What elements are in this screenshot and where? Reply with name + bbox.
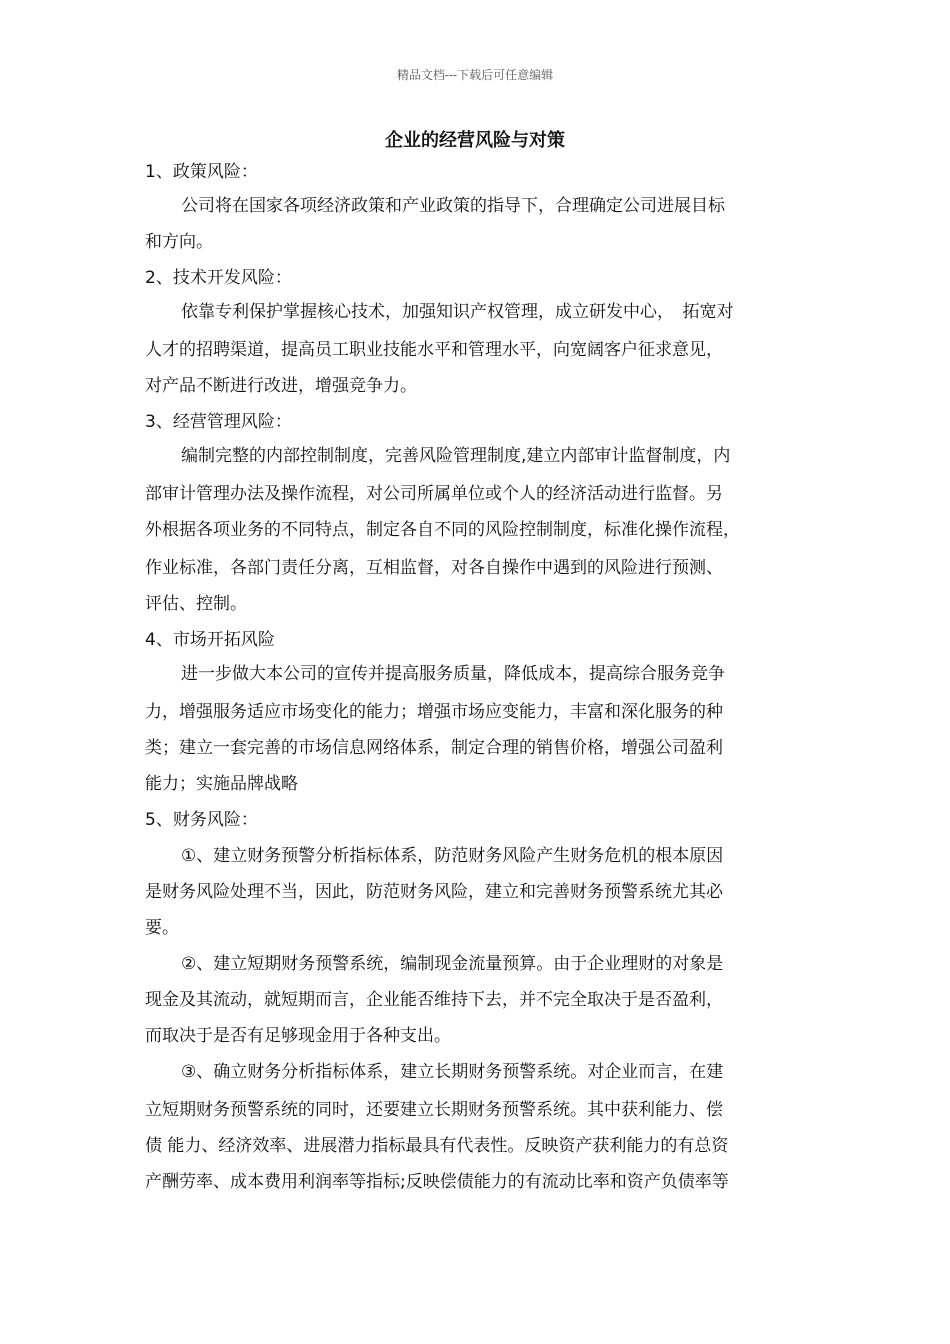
- section-heading-finance: 5、财务风险：: [145, 810, 258, 830]
- paragraph-line: 是财务风险处理不当，因此，防范财务风险，建立和完善财务预警系统尤其必: [145, 882, 723, 902]
- paragraph-line: 现金及其流动，就短期而言，企业能否维持下去，并不完全取决于是否盈利，: [145, 990, 723, 1010]
- paragraph-line: 债 能力、经济效率、进展潜力指标最具有代表性。反映资产获利能力的有总资: [145, 1136, 729, 1156]
- section-heading-management: 3、经营管理风险：: [145, 412, 292, 432]
- paragraph-line: 能力；实施品牌战略: [145, 774, 298, 794]
- paragraph-line: ③、确立财务分析指标体系，建立长期财务预警系统。对企业而言，在建: [181, 1062, 724, 1082]
- paragraph-line: 外根据各项业务的不同特点，制定各自不同的风险控制制度，标准化操作流程，: [145, 520, 740, 540]
- page-header: 精品文档---下载后可任意编辑: [396, 68, 554, 82]
- section-heading-policy: 1、政策风险：: [145, 162, 258, 182]
- paragraph-line: 力，增强服务适应市场变化的能力；增强市场应变能力，丰富和深化服务的种: [145, 702, 723, 722]
- paragraph-line: 人才的招聘渠道，提高员工职业技能水平和管理水平，向宽阔客户征求意见，: [145, 340, 723, 360]
- paragraph-line: 评估、控制。: [145, 594, 247, 614]
- paragraph-line: 作业标准，各部门责任分离，互相监督，对各自操作中遇到的风险进行预测、: [145, 558, 723, 578]
- section-heading-tech: 2、技术开发风险：: [145, 268, 292, 288]
- paragraph-line: 而取决于是否有足够现金用于各种支出。: [145, 1026, 451, 1046]
- paragraph-line: 类；建立一套完善的市场信息网络体系，制定合理的销售价格，增强公司盈利: [145, 738, 723, 758]
- paragraph-line: 进一步做大本公司的宣传并提高服务质量，降低成本，提高综合服务竞争: [181, 664, 725, 684]
- section-heading-market: 4、市场开拓风险: [145, 630, 275, 650]
- paragraph-line: 要。: [145, 918, 179, 938]
- paragraph-line: 依靠专利保护掌握核心技术，加强知识产权管理，成立研发中心， 拓宽对: [181, 302, 734, 322]
- paragraph-line: 对产品不断进行改进，增强竞争力。: [145, 376, 417, 396]
- paragraph-line: 产酬劳率、成本费用利润率等指标;反映偿债能力的有流动比率和资产负债率等: [145, 1172, 729, 1192]
- document-title: 企业的经营风险与对策: [385, 130, 565, 151]
- paragraph-line: 立短期财务预警系统的同时，还要建立长期财务预警系统。其中获利能力、偿: [145, 1100, 723, 1120]
- paragraph-line: 部审计管理办法及操作流程，对公司所属单位或个人的经济活动进行监督。另: [145, 484, 723, 504]
- paragraph-line: 和方向。: [145, 232, 213, 252]
- paragraph-line: ②、建立短期财务预警系统，编制现金流量预算。由于企业理财的对象是: [181, 954, 724, 974]
- paragraph-line: 编制完整的内部控制制度，完善风险管理制度,建立内部审计监督制度，内: [181, 446, 731, 466]
- paragraph-line: ①、建立财务预警分析指标体系，防范财务风险产生财务危机的根本原因: [181, 846, 724, 866]
- paragraph-line: 公司将在国家各项经济政策和产业政策的指导下，合理确定公司进展目标: [181, 196, 725, 216]
